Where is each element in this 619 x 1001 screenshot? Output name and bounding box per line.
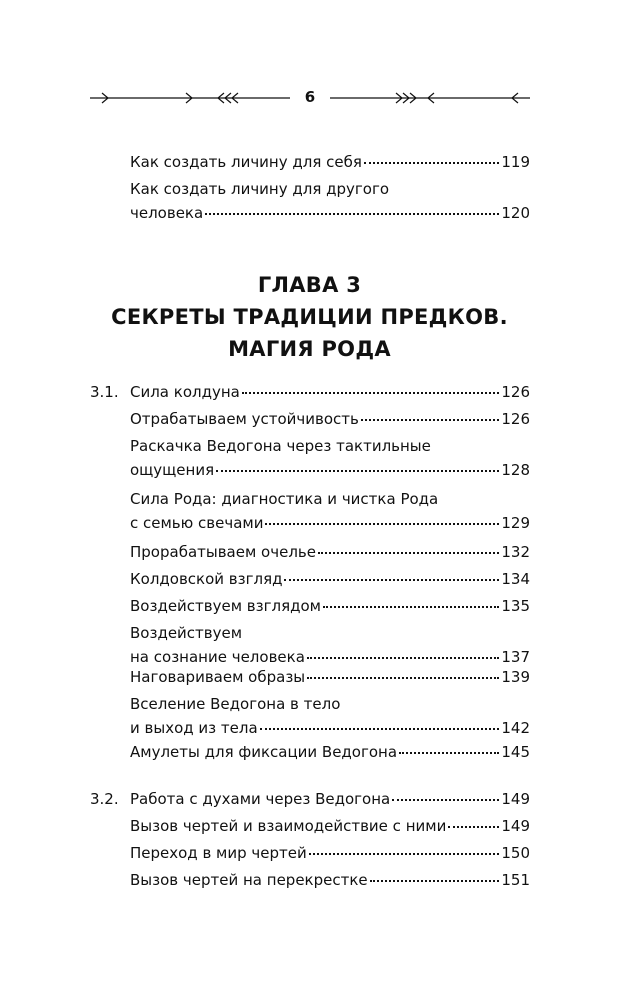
toc-entry-page: 150 (501, 844, 530, 862)
toc-entry-title: Сила Рода: диагностика и чистка Рода (130, 490, 439, 508)
toc-entry-page: 142 (501, 719, 530, 737)
toc-entry-title: Воздействуем взглядом (130, 597, 321, 615)
toc-entry-page: 139 (501, 668, 530, 686)
section-number: 3.1. (90, 383, 119, 401)
dot-leader (318, 551, 499, 554)
toc-entry-title: Как создать личину для другого (130, 180, 390, 198)
toc-entry-title: Отрабатываем устойчивость (130, 410, 359, 428)
toc-entry-page: 126 (501, 410, 530, 428)
toc-entry-page: 132 (501, 543, 530, 561)
toc-entry[interactable] (130, 621, 530, 669)
toc-entry-page: 120 (501, 204, 530, 222)
toc-entry[interactable] (130, 665, 530, 689)
toc-section-entry[interactable] (130, 380, 530, 404)
dot-leader (284, 578, 499, 581)
toc-entry-title: Вселение Ведогона в тело (130, 695, 341, 713)
toc-entry-page: 149 (501, 790, 530, 808)
toc-section-entry[interactable] (130, 787, 530, 811)
toc-entry-title: Наговариваем образы (130, 668, 306, 686)
toc-entry-title: Вызов чертей и взаимодействие с ними (130, 817, 447, 835)
toc-entry[interactable] (130, 434, 530, 482)
toc-entry[interactable] (130, 868, 530, 892)
dot-leader (265, 522, 499, 525)
dot-leader (205, 212, 499, 215)
toc-entry[interactable] (130, 814, 530, 838)
toc-entry-page: 126 (501, 383, 530, 401)
toc-entry-title-cont: на сознание человека (130, 648, 305, 666)
chapter-subtitle: МАГИЯ РОДА (228, 337, 391, 361)
toc-entry-page: 128 (501, 461, 530, 479)
dot-leader (448, 825, 499, 828)
toc-entry-page: 135 (501, 597, 530, 615)
toc-entry-title: Колдовской взгляд (130, 570, 283, 588)
toc-entry[interactable] (130, 150, 530, 174)
toc-entry[interactable] (130, 540, 530, 564)
dot-leader (307, 676, 499, 679)
dot-leader (364, 161, 499, 164)
toc-entry-title: Как создать личину для себя (130, 153, 362, 171)
toc-entry[interactable] (130, 177, 530, 225)
toc-entry-title: Раскачка Ведогона через тактильные (130, 437, 431, 455)
dot-leader (399, 751, 499, 754)
toc-entry-page: 137 (501, 648, 530, 666)
toc-entry-title-cont: с семью свечами (130, 514, 264, 532)
chapter-title: СЕКРЕТЫ ТРАДИЦИИ ПРЕДКОВ. (111, 305, 508, 329)
toc-entry-page: 129 (501, 514, 530, 532)
toc-entry-title: Вызов чертей на перекрестке (130, 871, 368, 889)
chapter-number: ГЛАВА 3 (257, 273, 362, 297)
toc-entry-page: 149 (501, 817, 530, 835)
dot-leader (242, 391, 500, 394)
toc-section-title: Работа с духами через Ведогона (130, 790, 391, 808)
toc-entry-page: 145 (501, 743, 530, 761)
toc-entry-page: 151 (501, 871, 530, 889)
toc-entry[interactable] (130, 487, 530, 535)
toc-entry-page: 119 (501, 153, 530, 171)
section-number: 3.2. (90, 790, 119, 808)
dot-leader (216, 469, 499, 472)
toc-entry-title-cont: ощущения (130, 461, 215, 479)
page-number: 6 (304, 88, 316, 106)
dot-leader (370, 879, 500, 882)
toc-entry-title: Переход в мир чертей (130, 844, 307, 862)
toc-entry-title-cont: человека (130, 204, 204, 222)
toc-entry[interactable] (130, 407, 530, 431)
dot-leader (307, 656, 499, 659)
dot-leader (392, 798, 499, 801)
toc-section-title: Сила колдуна (130, 383, 240, 401)
toc-entry[interactable] (130, 841, 530, 865)
toc-entry-title: Прорабатываем очелье (130, 543, 316, 561)
toc-entry[interactable] (130, 594, 530, 618)
dot-leader (309, 852, 500, 855)
dot-leader (361, 418, 499, 421)
dot-leader (323, 605, 499, 608)
toc-entry-title-cont: и выход из тела (130, 719, 258, 737)
page-header (90, 86, 530, 110)
toc-entry[interactable] (130, 567, 530, 591)
toc-entry-title: Воздействуем (130, 624, 243, 642)
dot-leader (260, 727, 500, 730)
toc-entry[interactable] (130, 692, 530, 740)
toc-entry-page: 134 (501, 570, 530, 588)
toc-entry-title: Амулеты для фиксации Ведогона (130, 743, 398, 761)
toc-entry[interactable] (130, 740, 530, 764)
